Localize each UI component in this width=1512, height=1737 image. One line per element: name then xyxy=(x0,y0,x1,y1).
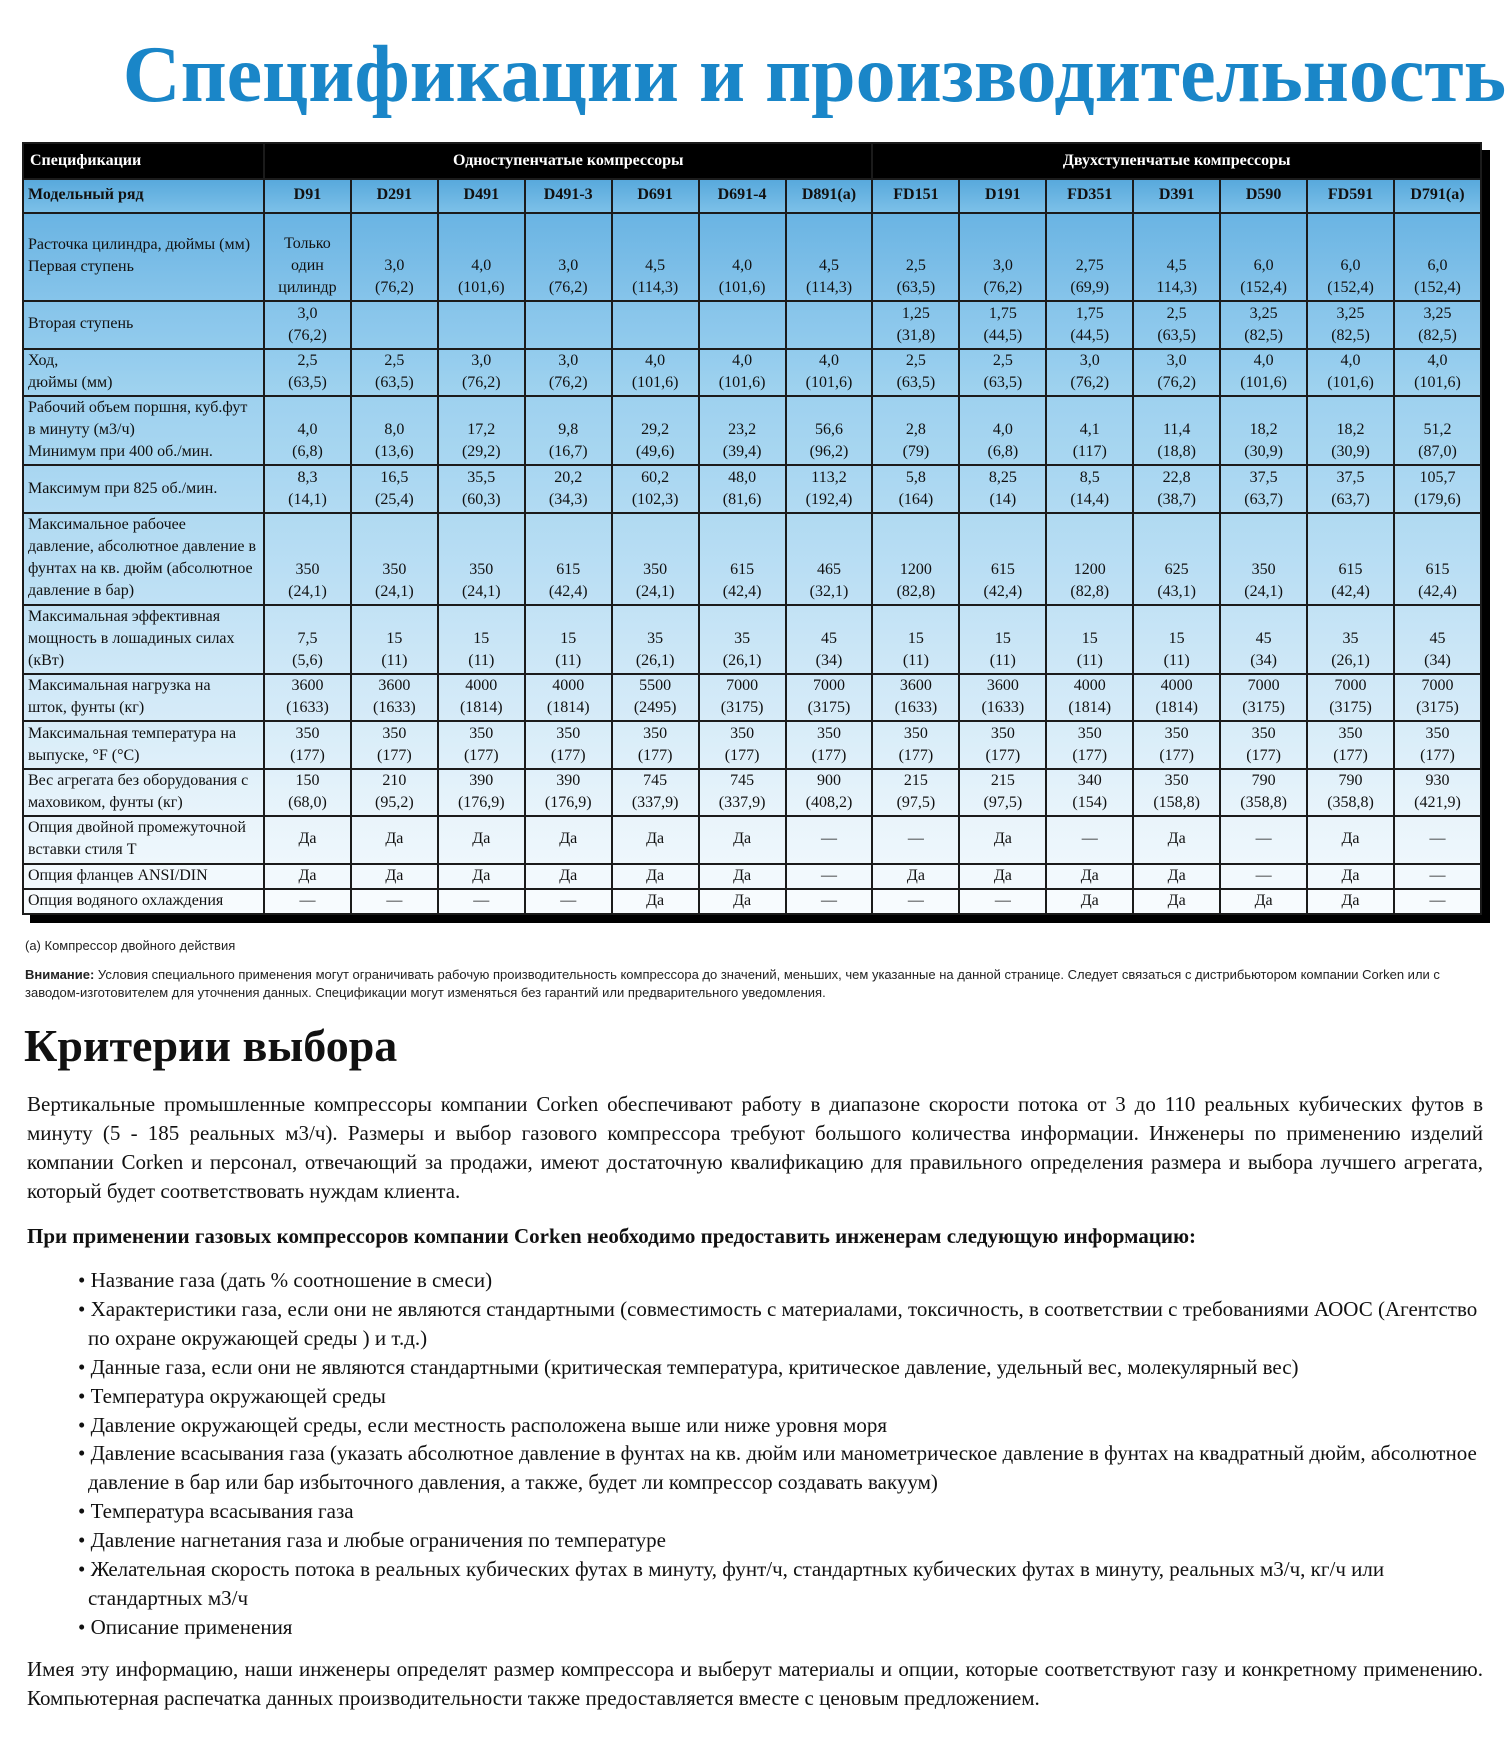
table-cell: Да xyxy=(1133,864,1220,889)
table-cell: 1200 (82,8) xyxy=(1046,513,1133,605)
table-cell: 350 (177) xyxy=(1307,721,1394,768)
table-cell: 4,0 (101,6) xyxy=(699,213,786,302)
table-cell: 1,25 (31,8) xyxy=(872,301,959,348)
table-cell: 15 (11) xyxy=(438,605,525,675)
row-label: Максимум при 825 об./мин. xyxy=(23,465,264,512)
table-cell: Да xyxy=(1307,816,1394,863)
table-cell: 35 (26,1) xyxy=(1307,605,1394,675)
criteria-item: • Температура всасывания газа xyxy=(78,1499,354,1524)
table-cell: 2,75 (69,9) xyxy=(1046,213,1133,302)
table-cell: 350 (24,1) xyxy=(1220,513,1307,605)
table-cell: 3,0 (76,2) xyxy=(351,213,438,302)
model-cell: D191 xyxy=(959,179,1046,212)
table-cell: Да xyxy=(699,889,786,914)
model-cell: FD591 xyxy=(1307,179,1394,212)
table-cell: 22,8 (38,7) xyxy=(1133,465,1220,512)
table-cell: 4,0 (101,6) xyxy=(699,349,786,396)
table-cell: 37,5 (63,7) xyxy=(1220,465,1307,512)
table-cell: 15 (11) xyxy=(959,605,1046,675)
footnote: (a) Компрессор двойного действия xyxy=(25,938,236,953)
table-cell: — xyxy=(438,889,525,914)
table-cell: 15 (11) xyxy=(1046,605,1133,675)
table-cell: 15 (11) xyxy=(351,605,438,675)
table-cell: 390 (176,9) xyxy=(438,769,525,816)
row-label: Ход, дюймы (мм) xyxy=(23,349,264,396)
model-cell: D891(a) xyxy=(786,179,873,212)
spec-header-label: Спецификации xyxy=(23,143,264,179)
table-cell: 4,0 (101,6) xyxy=(1394,349,1481,396)
model-cell: D590 xyxy=(1220,179,1307,212)
table-cell: 2,5 (63,5) xyxy=(959,349,1046,396)
table-cell: 350 (24,1) xyxy=(612,513,699,605)
section-title: Критерии выбора xyxy=(24,1020,398,1071)
table-cell: 8,5 (14,4) xyxy=(1046,465,1133,512)
table-cell: 625 (43,1) xyxy=(1133,513,1220,605)
table-row xyxy=(23,721,1481,768)
model-cell: D791(a) xyxy=(1394,179,1481,212)
table-row xyxy=(23,513,1481,605)
table-cell: 2,5 (63,5) xyxy=(264,349,351,396)
table-cell xyxy=(525,301,612,348)
table-cell: 3,0 (76,2) xyxy=(525,213,612,302)
table-cell: Да xyxy=(1046,864,1133,889)
table-cell: 4000 (1814) xyxy=(1133,674,1220,721)
row-label: Расточка цилиндра, дюймы (мм) Первая ступень xyxy=(23,213,264,302)
criteria-item: • Температура окружающей среды xyxy=(78,1383,386,1408)
table-cell: 3600 (1633) xyxy=(264,674,351,721)
table-cell: 900 (408,2) xyxy=(786,769,873,816)
criteria-item: • Давление всасывания газа (указать абсолютное давление в фунтах на кв. дюйм или манометрическое давление в фунтах на квадратный дюйм, абсолютное давление в бар или бар избыточного давления, а также, будет ли компрессор создавать вакуум) xyxy=(78,1441,1477,1495)
table-row xyxy=(23,465,1481,512)
table-cell: Да xyxy=(612,816,699,863)
row-label: Вторая ступень xyxy=(23,301,264,348)
criteria-lead: При применении газовых компрессоров компании Corken необходимо предоставить инженерам следующую информацию: xyxy=(27,1224,1197,1248)
table-cell: 11,4 (18,8) xyxy=(1133,396,1220,466)
table-group-header-row xyxy=(23,143,1481,179)
table-cell: 350 (177) xyxy=(612,721,699,768)
table-cell: 5,8 (164) xyxy=(872,465,959,512)
table-row xyxy=(23,605,1481,675)
note-text: Условия специального применения могут ограничивать рабочую производительность компрессора до значений, меньших, чем указанные на данной странице. Следует связаться с дистрибьютором компании Corken или с заводом-изготовителем для уточнения данных. Спецификации могут изменяться без гарантий или предварительного уведомления. xyxy=(25,967,1440,1000)
table-cell: 16,5 (25,4) xyxy=(351,465,438,512)
criteria-item: • Данные газа, если они не являются стандартными (критическая температура, критическое давление, удельный вес, молекулярный вес) xyxy=(78,1354,1299,1379)
criteria-item: • Желательная скорость потока в реальных кубических футах в минуту, фунт/ч, стандартных кубических футах в минуту, реальных м3/ч, кг/ч или стандартных м3/ч xyxy=(78,1557,1385,1610)
table-cell: 18,2 (30,9) xyxy=(1307,396,1394,466)
table-row xyxy=(23,213,1481,302)
table-cell: 4,0 (6,8) xyxy=(959,396,1046,466)
table-cell: 4000 (1814) xyxy=(1046,674,1133,721)
table-cell: 7000 (3175) xyxy=(1307,674,1394,721)
table-cell: 6,0 (152,4) xyxy=(1307,213,1394,302)
table-cell xyxy=(612,301,699,348)
model-cell: D691-4 xyxy=(699,179,786,212)
group-two-stage: Двухступенчатые компрессоры xyxy=(872,143,1481,179)
table-cell: 4,0 (101,6) xyxy=(438,213,525,302)
table-cell: 3600 (1633) xyxy=(959,674,1046,721)
criteria-item: • Название газа (дать % соотношение в смеси) xyxy=(78,1268,493,1292)
table-cell: — xyxy=(872,816,959,863)
table-cell: Да xyxy=(959,816,1046,863)
row-label: Опция двойной промежуточной вставки стиля T xyxy=(23,816,264,863)
table-cell: 350 (177) xyxy=(699,721,786,768)
row-label: Максимальная эффективная мощность в лошадиных силах (кВт) xyxy=(23,605,264,675)
table-cell: 4000 (1814) xyxy=(525,674,612,721)
table-cell: Да xyxy=(1220,889,1307,914)
table-cell: 20,2 (34,3) xyxy=(525,465,612,512)
model-cell: D91 xyxy=(264,179,351,212)
criteria-item: • Давление нагнетания газа и любые ограничения по температуре xyxy=(78,1528,666,1553)
table-cell: — xyxy=(1394,889,1481,914)
table-cell xyxy=(699,301,786,348)
table-cell: 3,0 (76,2) xyxy=(959,213,1046,302)
table-cell: 215 (97,5) xyxy=(959,769,1046,816)
table-cell: 1200 (82,8) xyxy=(872,513,959,605)
table-cell: 1,75 (44,5) xyxy=(1046,301,1133,348)
table-cell: 8,25 (14) xyxy=(959,465,1046,512)
table-cell: 6,0 (152,4) xyxy=(1220,213,1307,302)
table-cell: Да xyxy=(699,816,786,863)
table-cell: 3,0 (76,2) xyxy=(525,349,612,396)
table-cell xyxy=(786,301,873,348)
table-cell: 7,5 (5,6) xyxy=(264,605,351,675)
group-single-stage: Одноступенчатые компрессоры xyxy=(264,143,872,179)
table-cell: 105,7 (179,6) xyxy=(1394,465,1481,512)
model-cell: D291 xyxy=(351,179,438,212)
table-cell: — xyxy=(1046,816,1133,863)
table-cell: Да xyxy=(525,864,612,889)
table-row xyxy=(23,769,1481,816)
table-cell: 45 (34) xyxy=(1220,605,1307,675)
table-cell: 4,0 (101,6) xyxy=(612,349,699,396)
table-cell: 4,0 (6,8) xyxy=(264,396,351,466)
table-row xyxy=(23,889,1481,914)
table-cell: 4000 (1814) xyxy=(438,674,525,721)
table-cell: 615 (42,4) xyxy=(1307,513,1394,605)
table-cell: Да xyxy=(525,816,612,863)
table-cell: 215 (97,5) xyxy=(872,769,959,816)
table-cell: Да xyxy=(438,816,525,863)
table-cell: Да xyxy=(264,864,351,889)
table-cell: 350 (177) xyxy=(438,721,525,768)
table-cell: — xyxy=(264,889,351,914)
table-cell: Да xyxy=(438,864,525,889)
table-cell: — xyxy=(1394,864,1481,889)
model-cell: D691 xyxy=(612,179,699,212)
table-cell: 2,5 (63,5) xyxy=(872,213,959,302)
table-cell: 790 (358,8) xyxy=(1307,769,1394,816)
table-cell: 4,0 (101,6) xyxy=(1220,349,1307,396)
table-cell: Да xyxy=(351,816,438,863)
table-cell: — xyxy=(959,889,1046,914)
attention-note xyxy=(25,966,1495,1002)
table-cell: 15 (11) xyxy=(525,605,612,675)
model-cell: D491 xyxy=(438,179,525,212)
row-label: Максимальная температура на выпуске, °F (°C) xyxy=(23,721,264,768)
table-cell: 4,5 (114,3) xyxy=(786,213,873,302)
row-label: Рабочий объем поршня, куб.фут в минуту (м3/ч) Минимум при 400 об./мин. xyxy=(23,396,264,466)
table-cell: 18,2 (30,9) xyxy=(1220,396,1307,466)
table-cell: 48,0 (81,6) xyxy=(699,465,786,512)
table-cell: 4,5 114,3) xyxy=(1133,213,1220,302)
table-cell: 3,0 (76,2) xyxy=(438,349,525,396)
table-cell: 51,2 (87,0) xyxy=(1394,396,1481,466)
table-cell: 930 (421,9) xyxy=(1394,769,1481,816)
table-cell: — xyxy=(786,889,873,914)
table-cell: 615 (42,4) xyxy=(699,513,786,605)
table-cell: 3,25 (82,5) xyxy=(1307,301,1394,348)
table-cell: 4,5 (114,3) xyxy=(612,213,699,302)
table-cell: 29,2 (49,6) xyxy=(612,396,699,466)
table-cell: 790 (358,8) xyxy=(1220,769,1307,816)
table-cell: 390 (176,9) xyxy=(525,769,612,816)
table-cell: 350 (24,1) xyxy=(351,513,438,605)
outro-paragraph: Имея эту информацию, наши инженеры определят размер компрессора и выберут материалы и опции, которые соответствуют газу и конкретному применению. Компьютерная распечатка данных производительности также предоставляется вместе с ценовым предложением. xyxy=(27,1657,1483,1710)
table-cell: — xyxy=(525,889,612,914)
table-cell: 5500 (2495) xyxy=(612,674,699,721)
model-cell: FD351 xyxy=(1046,179,1133,212)
spec-table xyxy=(22,142,1482,915)
table-cell: 15 (11) xyxy=(1133,605,1220,675)
row-label: Вес агрегата без оборудования с маховиком, фунты (кг) xyxy=(23,769,264,816)
table-cell: 340 (154) xyxy=(1046,769,1133,816)
table-cell: 4,0 (101,6) xyxy=(1307,349,1394,396)
table-row xyxy=(23,864,1481,889)
table-cell: — xyxy=(1220,864,1307,889)
criteria-item: • Характеристики газа, если они не являются стандартными (совместимость с материалами, токсичность, в соответствии с требованиями АООС (Агентство по охране окружающей среды ) и т.д.) xyxy=(78,1296,1478,1350)
model-cell: D491-3 xyxy=(525,179,612,212)
intro-paragraph: Вертикальные промышленные компрессоры компании Corken обеспечивают работу в диапазоне скорости потока от 3 до 110 реальных кубических футов в минуту (5 - 185 реальных м3/ч). Размеры и выбор газового компрессора требуют большого количества информации. Инженеры по применению изделий компании Corken и персонал, отвечающий за продажи, имеют достаточную квалификацию для правильного определения размера и выбора лучшего агрегата, который будет соответствовать нуждам клиента. xyxy=(27,1092,1483,1203)
table-cell: 17,2 (29,2) xyxy=(438,396,525,466)
row-label: Опция фланцев ANSI/DIN xyxy=(23,864,264,889)
table-cell: 9,8 (16,7) xyxy=(525,396,612,466)
note-label: Внимание: xyxy=(25,967,95,982)
table-cell: Да xyxy=(1133,816,1220,863)
table-cell: 615 (42,4) xyxy=(525,513,612,605)
criteria-list xyxy=(78,1266,1488,1642)
table-cell: 615 (42,4) xyxy=(1394,513,1481,605)
table-cell: 3,25 (82,5) xyxy=(1394,301,1481,348)
table-cell: 2,5 (63,5) xyxy=(872,349,959,396)
criteria-item: • Давление окружающей среды, если местность расположена выше или ниже уровня моря xyxy=(78,1412,888,1437)
table-cell: Да xyxy=(612,864,699,889)
table-cell xyxy=(351,301,438,348)
table-cell: — xyxy=(1220,816,1307,863)
table-cell: Только один цилиндр xyxy=(264,213,351,302)
table-cell: 8,0 (13,6) xyxy=(351,396,438,466)
table-row xyxy=(23,396,1481,466)
criteria-item: • Описание применения xyxy=(78,1614,293,1639)
table-cell: 350 (177) xyxy=(1394,721,1481,768)
spec-table-container xyxy=(22,142,1482,915)
table-cell: 2,5 (63,5) xyxy=(351,349,438,396)
table-cell: 210 (95,2) xyxy=(351,769,438,816)
table-cell: 3,0 (76,2) xyxy=(264,301,351,348)
model-row xyxy=(23,179,1481,212)
table-row xyxy=(23,816,1481,863)
table-cell: — xyxy=(1394,816,1481,863)
row-label: Опция водяного охлаждения xyxy=(23,889,264,914)
table-cell: Да xyxy=(1046,889,1133,914)
table-cell: 1,75 (44,5) xyxy=(959,301,1046,348)
table-cell: 350 (177) xyxy=(525,721,612,768)
table-cell: 56,6 (96,2) xyxy=(786,396,873,466)
table-cell: 6,0 (152,4) xyxy=(1394,213,1481,302)
table-row xyxy=(23,349,1481,396)
table-row xyxy=(23,674,1481,721)
table-cell: 350 (177) xyxy=(1220,721,1307,768)
table-cell: Да xyxy=(1133,889,1220,914)
row-label: Максимальная нагрузка на шток, фунты (кг) xyxy=(23,674,264,721)
table-cell: 350 (177) xyxy=(1046,721,1133,768)
table-cell: Да xyxy=(699,864,786,889)
table-cell: — xyxy=(872,889,959,914)
table-cell: 350 (24,1) xyxy=(438,513,525,605)
table-cell: 7000 (3175) xyxy=(786,674,873,721)
table-cell: 350 (24,1) xyxy=(264,513,351,605)
table-cell: 4,0 (101,6) xyxy=(786,349,873,396)
table-cell: Да xyxy=(351,864,438,889)
page-title: Спецификации и производительность xyxy=(122,31,1506,119)
table-cell: 745 (337,9) xyxy=(612,769,699,816)
table-cell: 45 (34) xyxy=(1394,605,1481,675)
table-cell: Да xyxy=(1307,864,1394,889)
table-cell: 23,2 (39,4) xyxy=(699,396,786,466)
table-cell: 35,5 (60,3) xyxy=(438,465,525,512)
table-cell: 745 (337,9) xyxy=(699,769,786,816)
table-cell: — xyxy=(786,816,873,863)
table-cell: 60,2 (102,3) xyxy=(612,465,699,512)
table-cell: 45 (34) xyxy=(786,605,873,675)
table-cell: 35 (26,1) xyxy=(612,605,699,675)
table-cell: 113,2 (192,4) xyxy=(786,465,873,512)
table-cell: 3,0 (76,2) xyxy=(1046,349,1133,396)
table-cell: 7000 (3175) xyxy=(1220,674,1307,721)
table-cell: Да xyxy=(264,816,351,863)
table-cell: 350 (177) xyxy=(872,721,959,768)
table-cell: — xyxy=(351,889,438,914)
model-cell: D391 xyxy=(1133,179,1220,212)
table-cell: 615 (42,4) xyxy=(959,513,1046,605)
table-cell: Да xyxy=(1307,889,1394,914)
table-cell: 3,25 (82,5) xyxy=(1220,301,1307,348)
table-cell: 2,5 (63,5) xyxy=(1133,301,1220,348)
table-cell: 7000 (3175) xyxy=(699,674,786,721)
table-cell: — xyxy=(786,864,873,889)
table-cell: 3,0 (76,2) xyxy=(1133,349,1220,396)
table-cell: 37,5 (63,7) xyxy=(1307,465,1394,512)
table-cell: 350 (158,8) xyxy=(1133,769,1220,816)
table-cell: 465 (32,1) xyxy=(786,513,873,605)
table-cell: 350 (177) xyxy=(351,721,438,768)
table-cell: 350 (177) xyxy=(1133,721,1220,768)
table-cell: Да xyxy=(612,889,699,914)
table-cell: 8,3 (14,1) xyxy=(264,465,351,512)
table-cell: 15 (11) xyxy=(872,605,959,675)
table-cell: 35 (26,1) xyxy=(699,605,786,675)
model-row-label: Модельный ряд xyxy=(23,179,264,212)
table-cell: 150 (68,0) xyxy=(264,769,351,816)
table-cell: 350 (177) xyxy=(959,721,1046,768)
table-cell: 3600 (1633) xyxy=(351,674,438,721)
table-cell xyxy=(438,301,525,348)
table-cell: 2,8 (79) xyxy=(872,396,959,466)
model-cell: FD151 xyxy=(872,179,959,212)
table-cell: 350 (177) xyxy=(786,721,873,768)
table-cell: 350 (177) xyxy=(264,721,351,768)
table-cell: Да xyxy=(959,864,1046,889)
table-cell: 3600 (1633) xyxy=(872,674,959,721)
row-label: Максимальное рабочее давление, абсолютное давление в фунтах на кв. дюйм (абсолютное давление в бар) xyxy=(23,513,264,605)
table-cell: 4,1 (117) xyxy=(1046,396,1133,466)
table-row xyxy=(23,301,1481,348)
table-cell: 7000 (3175) xyxy=(1394,674,1481,721)
table-cell: Да xyxy=(872,864,959,889)
